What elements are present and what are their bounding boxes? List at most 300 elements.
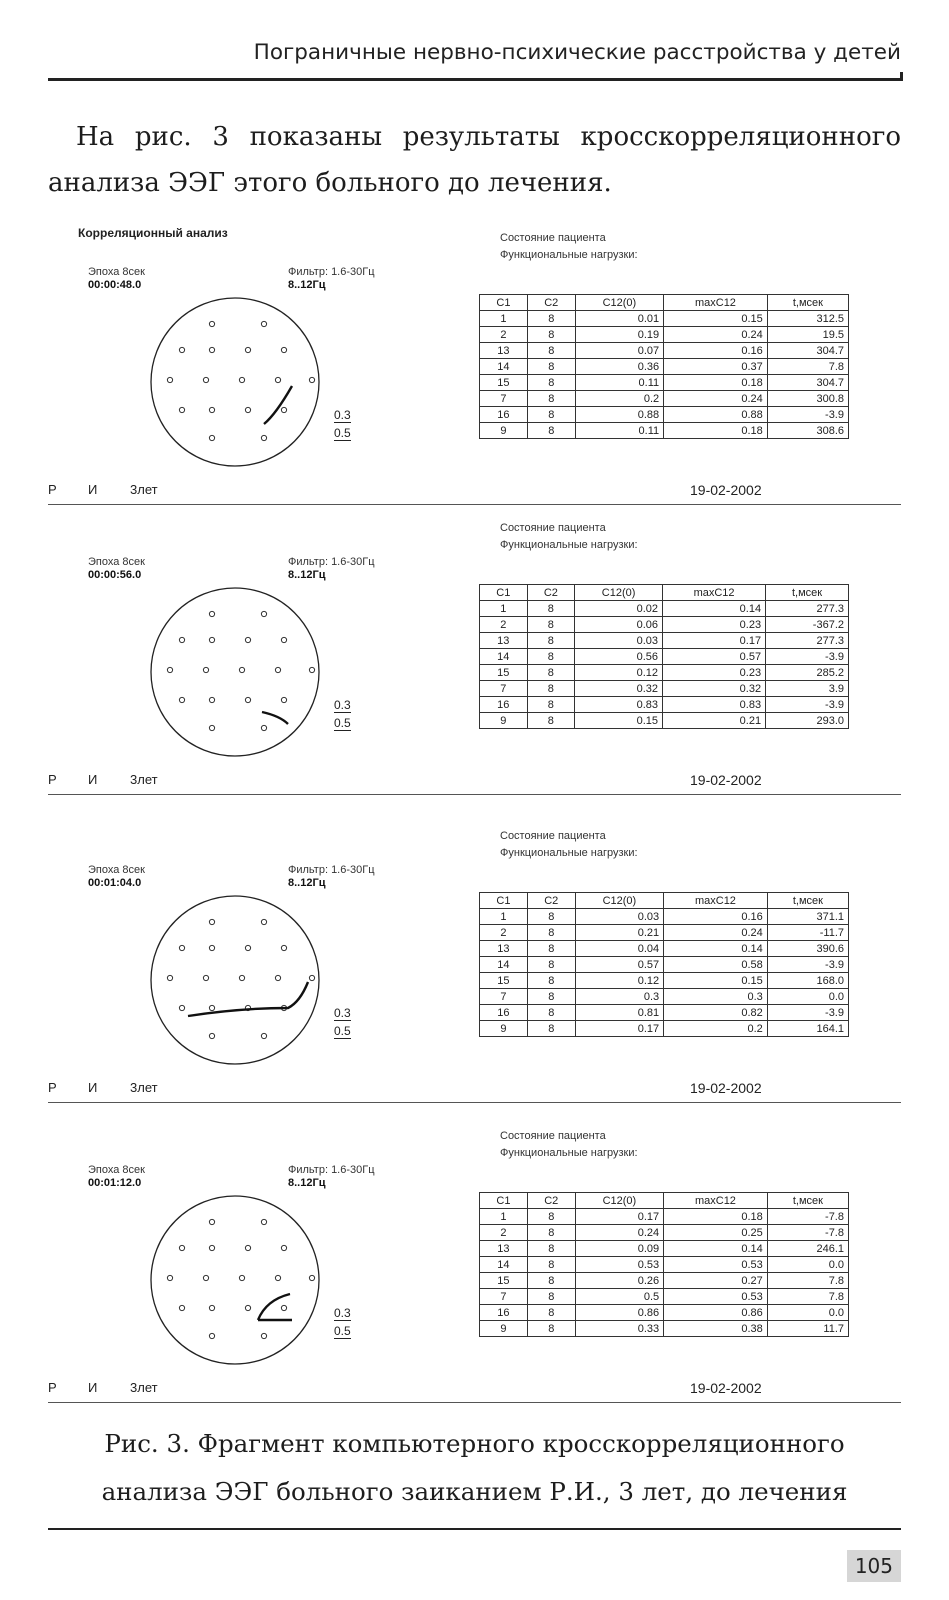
- table-cell: 13: [480, 343, 528, 359]
- table-row: [480, 617, 849, 633]
- table-cell: 7: [480, 391, 528, 407]
- electrode: [281, 1245, 286, 1250]
- electrode: [209, 1005, 214, 1010]
- table-cell: 13: [480, 941, 528, 957]
- epoch-label: Эпоха 8сек: [88, 556, 145, 568]
- table-cell: 0.12: [575, 973, 663, 989]
- column-header: C2: [527, 295, 575, 311]
- table-cell: 9: [480, 423, 528, 439]
- electrode: [209, 919, 214, 924]
- epoch-time: 00:01:04.0: [88, 877, 142, 889]
- epoch-info: [88, 1164, 145, 1190]
- electrode: [167, 975, 172, 980]
- table-cell: 8: [527, 713, 575, 729]
- table-cell: 0.83: [663, 697, 766, 713]
- panel-rule: [48, 1402, 901, 1403]
- head-outline: [151, 298, 319, 466]
- table-cell: 0.27: [664, 1273, 768, 1289]
- table-row: [480, 1289, 849, 1305]
- table-cell: 19.5: [767, 327, 848, 343]
- table-row: [480, 1225, 849, 1241]
- electrode: [203, 377, 208, 382]
- electrode: [209, 725, 214, 730]
- electrode: [209, 407, 214, 412]
- table-cell: 0.14: [664, 941, 768, 957]
- status-block: [500, 828, 638, 862]
- legend-value-1: 0.3: [334, 408, 351, 422]
- table-row: [480, 1273, 849, 1289]
- table-cell: 15: [480, 1273, 528, 1289]
- table-cell: 8: [527, 909, 575, 925]
- table-cell: 8: [527, 311, 575, 327]
- table-cell: 0.0: [767, 989, 848, 1005]
- table-cell: 14: [480, 359, 528, 375]
- table-cell: 371.1: [767, 909, 848, 925]
- status-block: [500, 1128, 638, 1162]
- table-cell: 0.04: [575, 941, 663, 957]
- correlation-table: [479, 294, 849, 439]
- table-cell: 0.58: [664, 957, 768, 973]
- column-header: t,мсек: [766, 585, 849, 601]
- table-row: [480, 1209, 849, 1225]
- column-header: C2: [527, 585, 575, 601]
- table-row: [480, 925, 849, 941]
- table-cell: 1: [480, 909, 528, 925]
- table-cell: 9: [480, 1021, 528, 1037]
- column-header: maxC12: [664, 295, 768, 311]
- table-cell: 0.17: [575, 1209, 663, 1225]
- table-cell: 8: [527, 359, 575, 375]
- table-row: [480, 1321, 849, 1337]
- table-cell: 0.57: [575, 957, 663, 973]
- table-cell: 8: [527, 391, 575, 407]
- table-cell: 0.24: [575, 1225, 663, 1241]
- table-cell: 300.8: [767, 391, 848, 407]
- filter-label: Фильтр: 1.6-30Гц: [288, 266, 375, 278]
- table-cell: 8: [527, 423, 575, 439]
- electrode: [275, 667, 280, 672]
- table-cell: 8: [527, 407, 575, 423]
- table-cell: 0.25: [664, 1225, 768, 1241]
- table-cell: 0.0: [767, 1305, 848, 1321]
- table-cell: 0.11: [575, 375, 663, 391]
- patient-age: 3лет: [130, 1080, 158, 1095]
- table-cell: 0.03: [575, 633, 663, 649]
- table-cell: 0.15: [575, 713, 663, 729]
- table-cell: 16: [480, 1305, 528, 1321]
- table-cell: -3.9: [767, 1005, 848, 1021]
- table-row: [480, 665, 849, 681]
- correlation-link: [262, 712, 288, 724]
- electrode: [245, 697, 250, 702]
- table-row: [480, 343, 849, 359]
- table-cell: 0.14: [663, 601, 766, 617]
- table-cell: 0.81: [575, 1005, 663, 1021]
- epoch-time: 00:00:48.0: [88, 279, 142, 291]
- table-cell: 0.36: [575, 359, 663, 375]
- table-cell: 1: [480, 1209, 528, 1225]
- column-header: t,мсек: [767, 295, 848, 311]
- table-cell: 293.0: [766, 713, 849, 729]
- patient-age: 3лет: [130, 772, 158, 787]
- table-header-row: [480, 893, 849, 909]
- page-number: 105: [847, 1550, 901, 1582]
- electrode: [179, 945, 184, 950]
- eeg-panel-2: [48, 512, 901, 800]
- table-row: [480, 989, 849, 1005]
- table-cell: 3.9: [766, 681, 849, 697]
- patient-age: 3лет: [130, 482, 158, 497]
- filter-band: 8..12Гц: [288, 279, 326, 291]
- table-row: [480, 311, 849, 327]
- table-cell: 0.02: [575, 601, 663, 617]
- record-date: 19-02-2002: [690, 1380, 762, 1396]
- table-row: [480, 649, 849, 665]
- filter-band: 8..12Гц: [288, 1177, 326, 1189]
- table-cell: -3.9: [767, 407, 848, 423]
- table-cell: 8: [527, 343, 575, 359]
- epoch-info: [88, 864, 145, 890]
- table-cell: 14: [480, 649, 528, 665]
- table-cell: 8: [527, 617, 575, 633]
- table-cell: -3.9: [766, 649, 849, 665]
- table-row: [480, 1005, 849, 1021]
- correlation-table: [479, 1192, 849, 1337]
- table-cell: 1: [480, 311, 528, 327]
- table-cell: 0.18: [664, 423, 768, 439]
- column-header: C12(0): [575, 1193, 663, 1209]
- table-cell: 13: [480, 633, 528, 649]
- table-cell: 0.86: [664, 1305, 768, 1321]
- electrode: [209, 1033, 214, 1038]
- table-cell: 0.21: [575, 925, 663, 941]
- table-cell: 0.2: [664, 1021, 768, 1037]
- table-cell: 0.2: [575, 391, 663, 407]
- electrode: [167, 377, 172, 382]
- filter-info: [288, 864, 375, 890]
- panel-rule: [48, 1102, 901, 1103]
- status-label: Состояние пациента: [500, 1130, 606, 1142]
- column-header: maxC12: [663, 585, 766, 601]
- electrode: [245, 407, 250, 412]
- table-cell: 8: [527, 697, 575, 713]
- electrode: [179, 347, 184, 352]
- column-header: C1: [480, 1193, 528, 1209]
- filter-label: Фильтр: 1.6-30Гц: [288, 864, 375, 876]
- patient-initial-2: И: [88, 1080, 98, 1095]
- patient-age: 3лет: [130, 1380, 158, 1395]
- figure-caption: [48, 1420, 901, 1516]
- table-cell: -367.2: [766, 617, 849, 633]
- table-cell: 0.88: [664, 407, 768, 423]
- electrode: [209, 347, 214, 352]
- table-cell: 0.01: [575, 311, 663, 327]
- table-cell: -7.8: [767, 1225, 848, 1241]
- column-header: C1: [480, 893, 528, 909]
- table-cell: 0.24: [664, 327, 768, 343]
- table-header-row: [480, 585, 849, 601]
- header-rule: [48, 78, 901, 81]
- table-cell: 0.24: [664, 925, 768, 941]
- caption-line-1: Рис. 3. Фрагмент компьютерного кросскорреляционного: [104, 1429, 845, 1458]
- table-cell: 308.6: [767, 423, 848, 439]
- electrode-map: [140, 1192, 330, 1372]
- table-cell: 0.3: [575, 989, 663, 1005]
- table-cell: 0.88: [575, 407, 663, 423]
- epoch-label: Эпоха 8сек: [88, 864, 145, 876]
- table-cell: 15: [480, 665, 528, 681]
- record-date: 19-02-2002: [690, 772, 762, 788]
- column-header: C12(0): [575, 893, 663, 909]
- table-cell: 9: [480, 1321, 528, 1337]
- table-cell: 0.14: [664, 1241, 768, 1257]
- table-cell: 0.0: [767, 1257, 848, 1273]
- legend-value-1: 0.3: [334, 698, 351, 712]
- electrode: [261, 1219, 266, 1224]
- electrode: [209, 321, 214, 326]
- table-cell: -3.9: [766, 697, 849, 713]
- table-cell: 285.2: [766, 665, 849, 681]
- epoch-label: Эпоха 8сек: [88, 266, 145, 278]
- epoch-time: 00:01:12.0: [88, 1177, 142, 1189]
- table-cell: -3.9: [767, 957, 848, 973]
- patient-initial-1: Р: [48, 482, 57, 497]
- electrode: [179, 1005, 184, 1010]
- table-cell: 0.23: [663, 665, 766, 681]
- table-cell: 0.32: [575, 681, 663, 697]
- status-label: Состояние пациента: [500, 232, 606, 244]
- electrode: [309, 1275, 314, 1280]
- table-row: [480, 601, 849, 617]
- table-cell: 0.38: [664, 1321, 768, 1337]
- electrode-map: [140, 294, 330, 474]
- filter-label: Фильтр: 1.6-30Гц: [288, 556, 375, 568]
- table-row: [480, 327, 849, 343]
- table-cell: 11.7: [767, 1321, 848, 1337]
- intro-paragraph: На рис. 3 показаны результаты кросскорреляционного анализа ЭЭГ этого больного до лечения.: [48, 122, 901, 198]
- table-cell: 7: [480, 989, 528, 1005]
- caption-rule: [48, 1528, 901, 1530]
- epoch-info: [88, 266, 145, 292]
- patient-initial-1: Р: [48, 1380, 57, 1395]
- epoch-info: [88, 556, 145, 582]
- electrode: [239, 377, 244, 382]
- electrode: [245, 637, 250, 642]
- eeg-panel-4: [48, 1120, 901, 1408]
- electrode: [245, 945, 250, 950]
- table-cell: 0.83: [575, 697, 663, 713]
- load-label: Функциональные нагрузки:: [500, 249, 638, 261]
- table-cell: 16: [480, 1005, 528, 1021]
- filter-info: [288, 266, 375, 292]
- electrode: [179, 1245, 184, 1250]
- electrode-map: [140, 892, 330, 1072]
- column-header: maxC12: [664, 1193, 768, 1209]
- electrode: [209, 697, 214, 702]
- table-cell: 304.7: [767, 375, 848, 391]
- table-cell: 8: [527, 633, 575, 649]
- table-cell: 0.12: [575, 665, 663, 681]
- load-label: Функциональные нагрузки:: [500, 847, 638, 859]
- table-cell: 0.33: [575, 1321, 663, 1337]
- table-cell: 0.18: [664, 1209, 768, 1225]
- table-row: [480, 941, 849, 957]
- caption-line-2: анализа ЭЭГ больного заиканием Р.И., 3 лет, до лечения: [101, 1477, 848, 1506]
- table-cell: 0.18: [664, 375, 768, 391]
- filter-label: Фильтр: 1.6-30Гц: [288, 1164, 375, 1176]
- correlation-link: [264, 386, 292, 424]
- panel-rule: [48, 794, 901, 795]
- table-cell: 246.1: [767, 1241, 848, 1257]
- table-cell: 8: [527, 1021, 575, 1037]
- table-cell: 8: [527, 681, 575, 697]
- legend-value-2: 0.5: [334, 716, 351, 730]
- table-cell: 9: [480, 713, 528, 729]
- electrode: [275, 377, 280, 382]
- table-cell: 304.7: [767, 343, 848, 359]
- table-cell: 0.19: [575, 327, 663, 343]
- table-cell: 0.11: [575, 423, 663, 439]
- electrode: [275, 975, 280, 980]
- table-cell: 16: [480, 407, 528, 423]
- patient-initial-2: И: [88, 482, 98, 497]
- electrode: [261, 435, 266, 440]
- table-cell: 0.16: [664, 909, 768, 925]
- status-block: [500, 230, 638, 264]
- electrode-map: [140, 584, 330, 764]
- table-cell: 7: [480, 1289, 528, 1305]
- patient-initial-2: И: [88, 772, 98, 787]
- table-cell: 0.15: [664, 973, 768, 989]
- table-cell: 0.21: [663, 713, 766, 729]
- electrode: [179, 407, 184, 412]
- electrode: [261, 919, 266, 924]
- table-cell: 8: [527, 989, 575, 1005]
- column-header: t,мсек: [767, 893, 848, 909]
- table-cell: 7.8: [767, 1289, 848, 1305]
- table-cell: 168.0: [767, 973, 848, 989]
- table-cell: 2: [480, 327, 528, 343]
- table-cell: 8: [527, 1209, 575, 1225]
- electrode: [209, 1333, 214, 1338]
- column-header: t,мсек: [767, 1193, 848, 1209]
- correlation-table: [479, 584, 849, 729]
- table-cell: 14: [480, 1257, 528, 1273]
- electrode: [261, 321, 266, 326]
- table-cell: 8: [527, 1225, 575, 1241]
- table-cell: 0.16: [664, 343, 768, 359]
- table-row: [480, 713, 849, 729]
- correlation-table: [479, 892, 849, 1037]
- status-label: Состояние пациента: [500, 522, 606, 534]
- table-cell: 8: [527, 649, 575, 665]
- table-cell: 8: [527, 665, 575, 681]
- column-header: C2: [527, 893, 575, 909]
- head-outline: [151, 588, 319, 756]
- table-row: [480, 973, 849, 989]
- status-label: Состояние пациента: [500, 830, 606, 842]
- electrode: [261, 611, 266, 616]
- table-cell: 2: [480, 617, 528, 633]
- electrode: [167, 1275, 172, 1280]
- table-cell: 15: [480, 973, 528, 989]
- table-row: [480, 1305, 849, 1321]
- table-cell: 14: [480, 957, 528, 973]
- legend-value-2: 0.5: [334, 426, 351, 440]
- table-cell: 8: [527, 925, 575, 941]
- patient-initial-1: Р: [48, 772, 57, 787]
- table-cell: 312.5: [767, 311, 848, 327]
- electrode: [281, 637, 286, 642]
- electrode: [179, 1305, 184, 1310]
- electrode: [261, 1333, 266, 1338]
- filter-band: 8..12Гц: [288, 877, 326, 889]
- legend-value-2: 0.5: [334, 1024, 351, 1038]
- table-cell: 8: [527, 375, 575, 391]
- record-date: 19-02-2002: [690, 482, 762, 498]
- table-row: [480, 423, 849, 439]
- table-cell: 15: [480, 375, 528, 391]
- table-cell: 277.3: [766, 601, 849, 617]
- electrode: [209, 1245, 214, 1250]
- electrode: [261, 1033, 266, 1038]
- table-cell: 277.3: [766, 633, 849, 649]
- table-row: [480, 957, 849, 973]
- column-header: C12(0): [575, 585, 663, 601]
- table-row: [480, 1241, 849, 1257]
- table-cell: 8: [527, 1305, 575, 1321]
- table-cell: 2: [480, 1225, 528, 1241]
- table-cell: 8: [527, 1273, 575, 1289]
- electrode: [203, 667, 208, 672]
- table-cell: 0.06: [575, 617, 663, 633]
- column-header: C1: [480, 295, 528, 311]
- load-label: Функциональные нагрузки:: [500, 539, 638, 551]
- table-cell: 8: [527, 941, 575, 957]
- table-cell: 0.53: [664, 1257, 768, 1273]
- table-cell: 8: [527, 957, 575, 973]
- electrode: [179, 697, 184, 702]
- table-cell: -11.7: [767, 925, 848, 941]
- table-row: [480, 391, 849, 407]
- table-cell: 0.53: [664, 1289, 768, 1305]
- table-cell: 8: [527, 1241, 575, 1257]
- table-row: [480, 359, 849, 375]
- table-cell: 8: [527, 1257, 575, 1273]
- table-cell: 0.86: [575, 1305, 663, 1321]
- electrode: [261, 725, 266, 730]
- table-cell: -7.8: [767, 1209, 848, 1225]
- table-cell: 0.26: [575, 1273, 663, 1289]
- table-cell: 8: [527, 1289, 575, 1305]
- column-header: C1: [480, 585, 528, 601]
- table-cell: 0.15: [664, 311, 768, 327]
- electrode: [281, 945, 286, 950]
- electrode: [209, 945, 214, 950]
- record-date: 19-02-2002: [690, 1080, 762, 1096]
- electrode: [239, 1275, 244, 1280]
- filter-info: [288, 1164, 375, 1190]
- table-header-row: [480, 295, 849, 311]
- electrode: [239, 667, 244, 672]
- table-row: [480, 1257, 849, 1273]
- patient-initial-2: И: [88, 1380, 98, 1395]
- table-cell: 16: [480, 697, 528, 713]
- table-row: [480, 375, 849, 391]
- load-label: Функциональные нагрузки:: [500, 1147, 638, 1159]
- electrode: [281, 407, 286, 412]
- table-cell: 8: [527, 1005, 575, 1021]
